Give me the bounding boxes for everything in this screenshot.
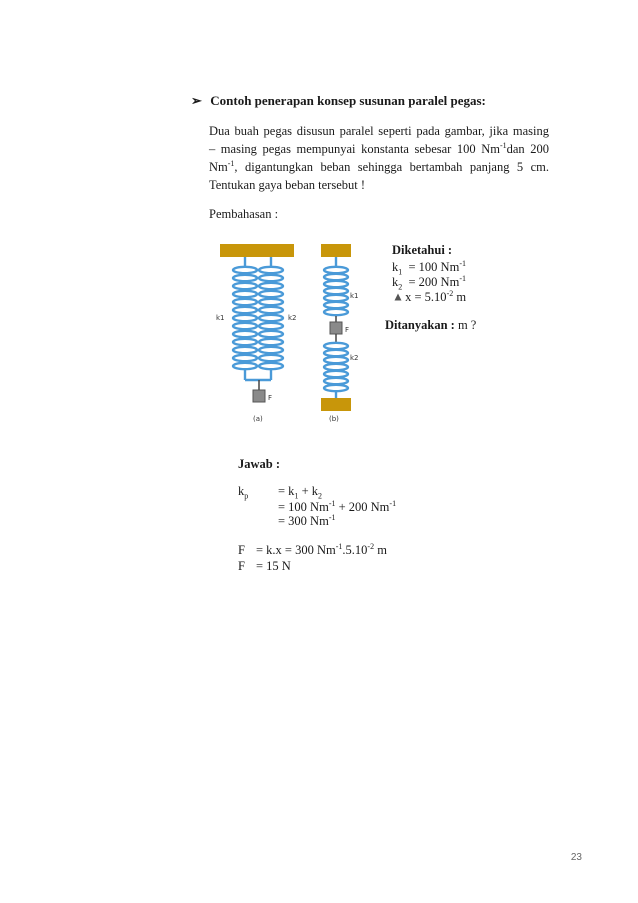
ceiling-bar-b (321, 244, 351, 257)
delta-icon (394, 293, 402, 301)
ceiling-bar-a (220, 244, 294, 257)
diketahui-title: Diketahui : (392, 243, 453, 257)
section-title: Contoh penerapan konsep susunan paralel pegas: (210, 93, 486, 108)
problem-line-4: Tentukan gaya beban tersebut ! (209, 178, 366, 192)
caption-b: (b) (329, 415, 339, 423)
spring-figure (204, 238, 364, 430)
jawab-kp-line2: = 100 $Nm^{-1} + 200$ $Nm^{-1}$ (278, 498, 397, 514)
diketahui-x: $x = 5.10^{-2}$ m (394, 290, 466, 305)
label-a-k2: k2 (288, 314, 297, 322)
spring-k2-a (259, 267, 283, 369)
problem-line-3: $Nm^{-1}$, digantungkan beban sehingga bertambah panjang 5 cm. (209, 158, 549, 174)
ditanyakan-line (385, 318, 476, 333)
spring-k1-a (233, 267, 257, 369)
diketahui-k1: $k_1 = 100$ $Nm^{-1}$ (392, 258, 466, 277)
label-b-F: F (345, 326, 350, 334)
jawab-f-line1: F = k.x = 300 $Nm^{-1}.5.10^{-2}$ m (238, 541, 387, 557)
jawab-kp-line3: = 300 $Nm^{-1}$ (278, 512, 336, 528)
floor-bar-b (321, 398, 351, 411)
problem-line-2: – masing pegas mempunyai konstanta sebesar 100 $Nm^{-1}dan$ 200 (209, 140, 549, 156)
weight-b (330, 322, 342, 334)
label-b-k2: k2 (350, 354, 359, 362)
problem-paragraph (209, 122, 549, 194)
jawab-kp-line1: $k_p = k_1 + k_2$ (238, 484, 322, 501)
page-number: 23 (570, 852, 582, 863)
jawab-title: Jawab : (238, 457, 281, 471)
label-a-k1: k1 (216, 314, 225, 322)
arrow-bullet-icon: ➢ (191, 93, 202, 108)
ditanyakan-value: m ? (454, 318, 477, 332)
label-a-F: F (268, 394, 273, 402)
caption-a: (a) (253, 415, 263, 423)
problem-line-1: Dua buah pegas disusun paralel seperti pada gambar, jika masing (209, 124, 549, 138)
diketahui-k2: $k_2 = 200$ $Nm^{-1}$ (392, 273, 466, 292)
section-heading (191, 93, 486, 109)
spring-k2-b (324, 343, 348, 391)
ditanyakan-title: Ditanyakan : (385, 318, 455, 332)
pembahasan-label: Pembahasan : (209, 207, 279, 221)
spring-k1-b (324, 267, 348, 315)
weight-a (253, 390, 265, 402)
jawab-f-line2: F = 15 N (238, 559, 291, 573)
label-b-k1: k1 (350, 292, 359, 300)
